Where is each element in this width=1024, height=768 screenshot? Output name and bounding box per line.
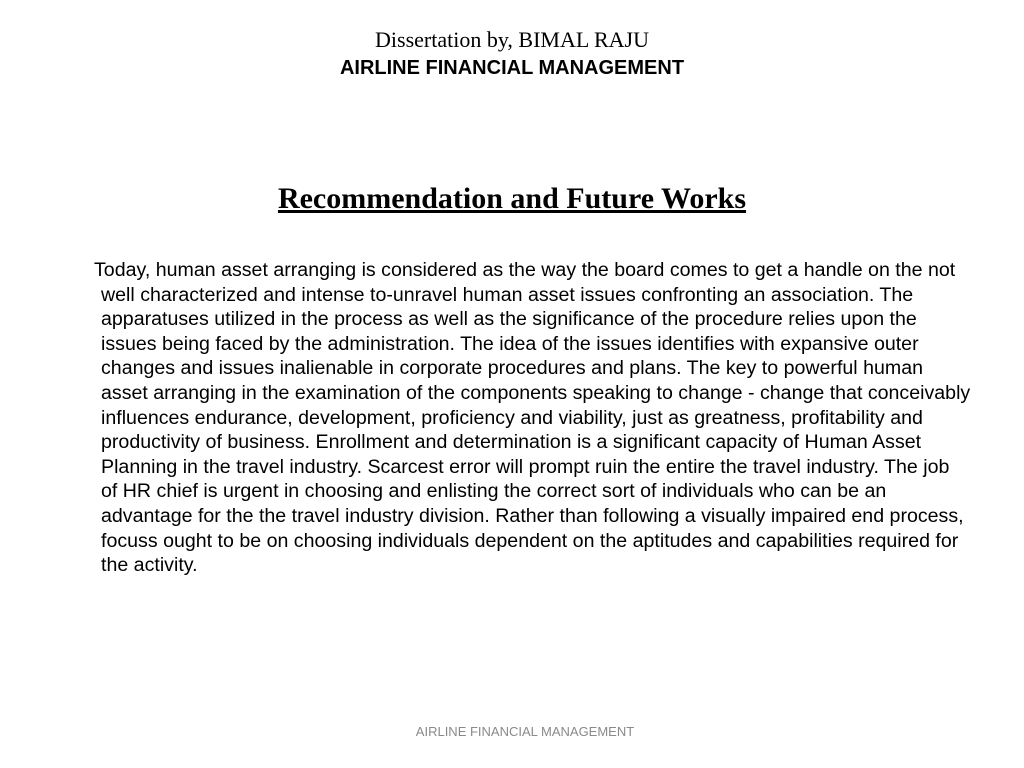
author-line: Dissertation by, BIMAL RAJU: [375, 27, 649, 52]
slide-footer: AIRLINE FINANCIAL MANAGEMENT: [415, 724, 635, 739]
document-title: AIRLINE FINANCIAL MANAGEMENT: [339, 57, 685, 79]
body-paragraph: Today, human asset arranging is considered as the way the board comes to get a handle on the not well characterized and intense to-unravel human asset issues confronting an association. The apparatuses utilized in the process as well as the significance of the procedure relies upon the issues being faced by the administration. The idea of the issues identifies with expansive outer changes and issues inalienable in corporate procedures and plans. The key to powerful human asset arranging in the examination of the components speaking to change - change that conceivably influences endurance, development, proficiency and viability, just as greatness, profitability and productivity of business. Enrollment and determination is a significant capacity of Human Asset Planning in the travel industry. Scarcest error will prompt ruin the entire the travel industry. The job of HR chief is urgent in choosing and enlisting the correct sort of individuals who can be an advantage for the the travel industry division. Rather than following a visually impaired end process, focuss ought to be on choosing individuals dependent on the aptitudes and capabilities required for the activity.: [94, 259, 971, 577]
slide-header: [0, 26, 1024, 82]
section-heading: Recommendation and Future Works: [277, 182, 747, 215]
